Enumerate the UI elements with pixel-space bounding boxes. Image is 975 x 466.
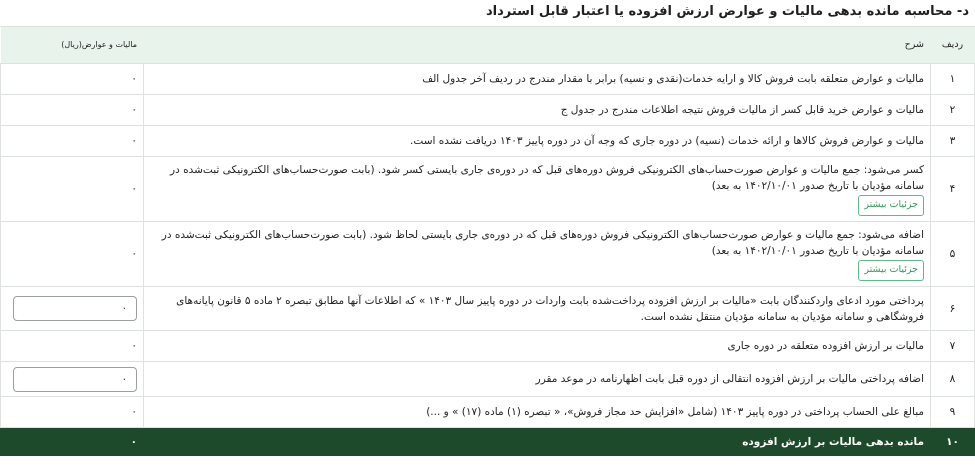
row-amount-value: ۰ xyxy=(131,248,137,260)
row-description: مانده بدهی مالیات بر ارزش افزوده xyxy=(144,428,931,456)
table-header-row xyxy=(1,27,975,64)
import-vat-amount-input[interactable] xyxy=(13,296,137,321)
row-number: ۷ xyxy=(931,331,975,362)
row-description: مبالغ علی الحساب پرداختی در دوره پاییز ۱۴۰۳ (شامل «افزایش حد مجاز فروش»، « تبصره (۱) ماده (۱۷) » و ...) xyxy=(144,397,931,428)
table-row xyxy=(1,331,975,362)
row-description: اضافه می‌شود: جمع مالیات و عوارض صورت‌حساب‌های الکترونیکی فروش دوره‌های قبل که در دوره‌ی جاری بایستی لحاظ شود. (بابت صورت‌حساب‌های الکترونیکی ثبت‌شده در سامانه مؤدیان با تاریخ صدور ۱۴۰۲/۱۰/۰۱ به بعد) xyxy=(161,229,924,257)
row-amount xyxy=(1,95,144,126)
vat-balance-table xyxy=(0,26,975,456)
row-description-cell xyxy=(144,157,931,222)
row-amount-value: ۰ xyxy=(131,135,137,147)
table-row xyxy=(1,95,975,126)
row-amount xyxy=(1,287,144,331)
row-number: ۸ xyxy=(931,362,975,397)
row-number: ۵ xyxy=(931,222,975,287)
row-amount xyxy=(1,157,144,222)
row-number: ۱ xyxy=(931,64,975,95)
row-amount xyxy=(1,126,144,157)
row-amount-value: ۰ xyxy=(131,104,137,116)
row-description: پرداختی مورد ادعای واردکنندگان بابت «مالیات بر ارزش افزوده پرداخت‌شده بابت واردات در دوره پاییز سال ۱۴۰۳ » که اطلاعات آنها مطابق تبصره ۲ ماده ۵ قانون پایانه‌های فروشگاهی و سامانه مؤدیان به سامانه مؤدیان منتقل نشده است. xyxy=(144,287,931,331)
row-amount-value: ۰ xyxy=(131,183,137,195)
row-number: ۴ xyxy=(931,157,975,222)
table-row xyxy=(1,222,975,287)
row-amount-value: ۰ xyxy=(131,406,137,418)
row-amount xyxy=(1,331,144,362)
row-amount xyxy=(1,397,144,428)
header-amount: مالیات و عوارض(ریال) xyxy=(1,27,144,64)
row-description: مالیات و عوارض خرید قابل کسر از مالیات فروش نتیجه اطلاعات مندرج در جدول ج xyxy=(144,95,931,126)
table-row xyxy=(1,397,975,428)
row-amount xyxy=(1,64,144,95)
row-number: ۳ xyxy=(931,126,975,157)
table-row xyxy=(1,157,975,222)
more-details-button[interactable]: جزئیات بیشتر xyxy=(858,260,924,281)
row-number: ۱۰ xyxy=(931,428,975,456)
section-title: د- محاسبه مانده بدهی مالیات و عوارض ارزش افزوده یا اعتبار قابل استرداد xyxy=(485,4,969,19)
row-number: ۹ xyxy=(931,397,975,428)
overpayment-amount-input[interactable] xyxy=(13,367,137,392)
row-description: کسر می‌شود: جمع مالیات و عوارض صورت‌حساب‌های الکترونیکی فروش دوره‌های قبل که در دوره‌ی جاری بایستی کسر شود. (بابت صورت‌حساب‌های الکترونیکی ثبت‌شده در سامانه مؤدیان با تاریخ صدور ۱۴۰۲/۱۰/۰۱ به بعد) xyxy=(170,164,924,192)
row-number: ۲ xyxy=(931,95,975,126)
row-description: مالیات و عوارض فروش کالاها و ارائه خدمات (نسیه) در دوره جاری که وجه آن در دوره پاییز ۱۴۰۳ دریافت نشده است. xyxy=(144,126,931,157)
table-row xyxy=(1,126,975,157)
more-details-button[interactable]: جزئیات بیشتر xyxy=(858,195,924,216)
row-description: مالیات و عوارض متعلقه بابت فروش کالا و ارایه خدمات(نقدی و نسیه) برابر با مقدار مندرج در ردیف آخر جدول الف xyxy=(144,64,931,95)
table-row xyxy=(1,287,975,331)
row-amount xyxy=(1,222,144,287)
row-amount-value: ۰ xyxy=(131,340,137,352)
header-description: شرح xyxy=(144,27,931,64)
row-number: ۶ xyxy=(931,287,975,331)
row-amount xyxy=(1,362,144,397)
row-amount xyxy=(1,428,144,456)
header-row-no: ردیف xyxy=(931,27,975,64)
table-row xyxy=(1,362,975,397)
row-description: اضافه پرداختی مالیات بر ارزش افزوده انتقالی از دوره قبل بابت اظهارنامه در موعد مقرر xyxy=(144,362,931,397)
table-row xyxy=(1,64,975,95)
row-amount-value: ۰ xyxy=(131,73,137,85)
row-amount-value: ۰ xyxy=(130,435,137,448)
row-description-cell xyxy=(144,222,931,287)
total-row xyxy=(1,428,975,456)
row-description: مالیات بر ارزش افزوده متعلقه در دوره جاری xyxy=(144,331,931,362)
